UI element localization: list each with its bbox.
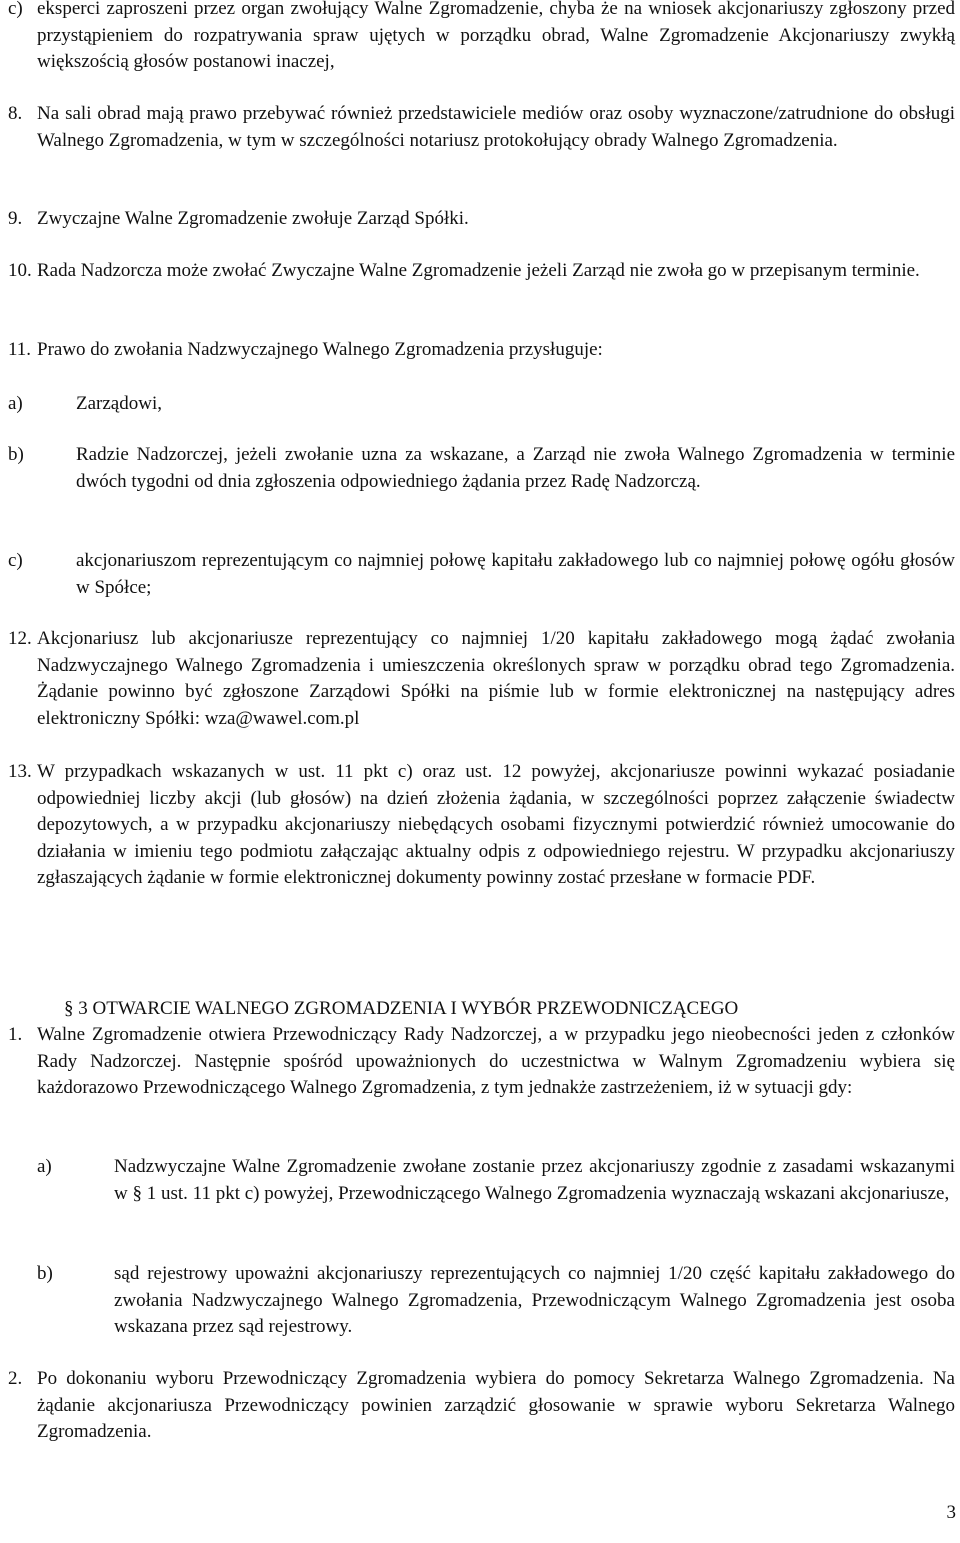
list-marker: b) (8, 444, 24, 465)
paragraph-11: Prawo do zwołania Nadzwyczajnego Walnego Zgromadzenia przysługuje: (37, 339, 603, 360)
paragraph-s3-b: sąd rejestrowy upoważni akcjonariuszy reprezentujących co najmniej 1/20 część kapitału zakładowego do zwołania Nadzwyczajnego Walnego Zgromadzenia, Przewodniczącym Walnego Zgromadzenia jest osoba wskazana przez sąd rejestrowy. (114, 1263, 955, 1337)
section-heading: § 3 OTWARCIE WALNEGO ZGROMADZENIA I WYBÓR PRZEWODNICZĄCEGO (64, 998, 739, 1019)
paragraph-11b: Radzie Nadzorczej, jeżeli zwołanie uzna za wskazane, a Zarząd nie zwoła Walnego Zgromadzenia w terminie dwóch tygodni od dnia zgłoszenia odpowiedniego żądania przez Radę Nadzorczą. (76, 444, 955, 492)
list-marker: c) (8, 550, 23, 571)
paragraph-s3-2: Po dokonaniu wyboru Przewodniczący Zgromadzenia wybiera do pomocy Sekretarza Walnego Zgromadzenia. Na żądanie akcjonariusza Przewodniczący powinien zarządzić głosowanie w sprawie wyboru Sekretarza Walnego Zgromadzenia. (37, 1368, 955, 1442)
list-marker: b) (37, 1263, 53, 1284)
item-number: 8. (8, 103, 23, 124)
item-number: 1. (8, 1024, 23, 1045)
list-marker: c) (8, 0, 23, 19)
item-number: 11. (8, 339, 32, 360)
paragraph-s3-1: Walne Zgromadzenie otwiera Przewodniczący Rady Nadzorczej, a w przypadku jego nieobecności jeden z członków Rady Nadzorczej. Następnie spośród upoważnionych do uczestnictwa w Walnym Zgromadzeniu wybiera się każdorazowo Przewodniczącego Walnego Zgromadzenia, z tym jednakże zastrzeżeniem, iż w sytuacji gdy: (37, 1024, 955, 1098)
paragraph-s3-a: Nadzwyczajne Walne Zgromadzenie zwołane zostanie przez akcjonariuszy zgodnie z zasadami wskazanymi w § 1 ust. 11 pkt c) powyżej, Przewodniczącego Walnego Zgromadzenia wyznaczają wskazani akcjonariusze, (114, 1156, 955, 1204)
item-number: 2. (8, 1368, 23, 1389)
paragraph-intro: eksperci zaproszeni przez organ zwołujący Walne Zgromadzenie, chyba że na wniosek akcjonariuszy zgłoszony przed przystąpieniem do rozpatrywania spraw ujętych w porządku obrad, Walne Zgromadzenie Akcjonariuszy zwykłą większością głosów postanowi inaczej, (37, 0, 955, 72)
item-number: 13. (8, 761, 32, 782)
paragraph-11a: Zarządowi, (76, 393, 162, 414)
paragraph-10: Rada Nadzorcza może zwołać Zwyczajne Walne Zgromadzenie jeżeli Zarząd nie zwoła go w przepisanym terminie. (37, 260, 920, 281)
list-marker: a) (37, 1156, 52, 1177)
paragraph-9: Zwyczajne Walne Zgromadzenie zwołuje Zarząd Spółki. (37, 208, 469, 229)
page-number: 3 (946, 1502, 956, 1523)
item-number: 9. (8, 208, 23, 229)
paragraph-13: W przypadkach wskazanych w ust. 11 pkt c) oraz ust. 12 powyżej, akcjonariusze powinni wykazać posiadanie odpowiedniej liczby akcji (lub głosów) na dzień złożenia żądania, w szczególności poprzez załączenie świadectw depozytowych, a w przypadku akcjonariuszy niebędących osobami fizycznymi potwierdzić również umocowanie do działania w imieniu tego podmiotu załączając aktualny odpis z odpowiedniego rejestru. W przypadku akcjonariuszy zgłaszających żądanie w formie elektronicznej dokumenty powinny zostać przesłane w formacie PDF. (37, 761, 955, 888)
paragraph-12: Akcjonariusz lub akcjonariusze reprezentujący co najmniej 1/20 kapitału zakładowego mogą żądać zwołania Nadzwyczajnego Walnego Zgromadzenia i umieszczenia określonych spraw w porządku obrad tego Zgromadzenia. Żądanie powinno być zgłoszone Zarządowi Spółki na piśmie lub w formie elektronicznej na następujący adres elektroniczny Spółki: wza@wawel.com.pl (37, 628, 955, 729)
list-marker: a) (8, 393, 23, 414)
paragraph-11c: akcjonariuszom reprezentującym co najmniej połowę kapitału zakładowego lub co najmniej połowę ogółu głosów w Spółce; (76, 550, 955, 598)
paragraph-8: Na sali obrad mają prawo przebywać również przedstawiciele mediów oraz osoby wyznaczone/zatrudnione do obsługi Walnego Zgromadzenia, w tym w szczególności notariusz protokołujący obrady Walnego Zgromadzenia. (37, 103, 955, 151)
item-number: 10. (8, 260, 32, 281)
item-number: 12. (8, 628, 32, 649)
